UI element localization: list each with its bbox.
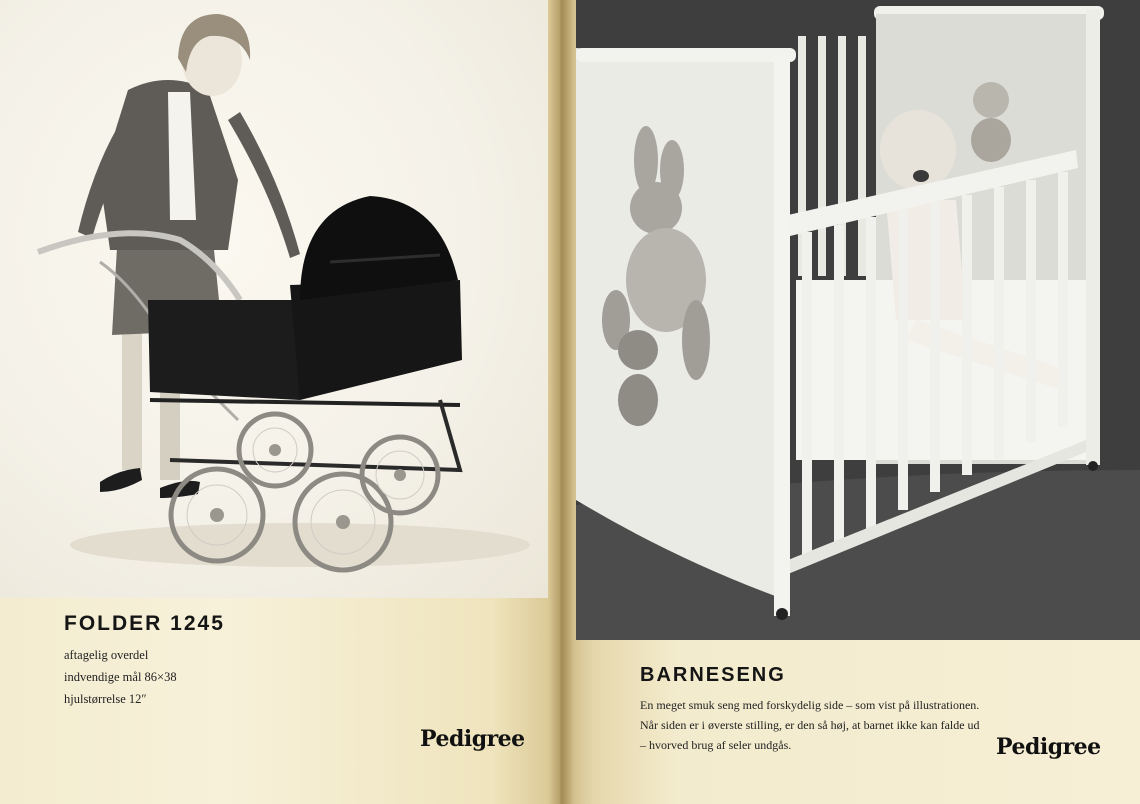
woman-leg: [122, 330, 142, 470]
left-page: [0, 0, 560, 804]
book-gutter: [548, 0, 574, 804]
crib-photo: [576, 0, 1140, 640]
spec-line: hjulstørrelse 12″: [64, 691, 147, 706]
product-description: En meget smuk seng med forskydelig side – som vist på illustrationen. Når siden er i øverste stilling, er den så høj, at barnet ikke kan falde ud – hvorved brug af seler undgås.: [640, 698, 980, 752]
pram-photo: [0, 0, 548, 598]
spec-line: aftagelig overdel: [64, 648, 149, 662]
pedigree-logo: Pedigree: [996, 734, 1101, 760]
spec-line: indvendige mål 86×38: [64, 669, 177, 684]
pram-body: [148, 300, 300, 400]
product-title-folder: FOLDER 1245: [64, 612, 225, 635]
product-specs: [64, 646, 177, 711]
pedigree-logo: Pedigree: [420, 726, 525, 752]
product-title-crib: BARNESENG: [640, 664, 786, 686]
right-page: [560, 0, 1140, 804]
